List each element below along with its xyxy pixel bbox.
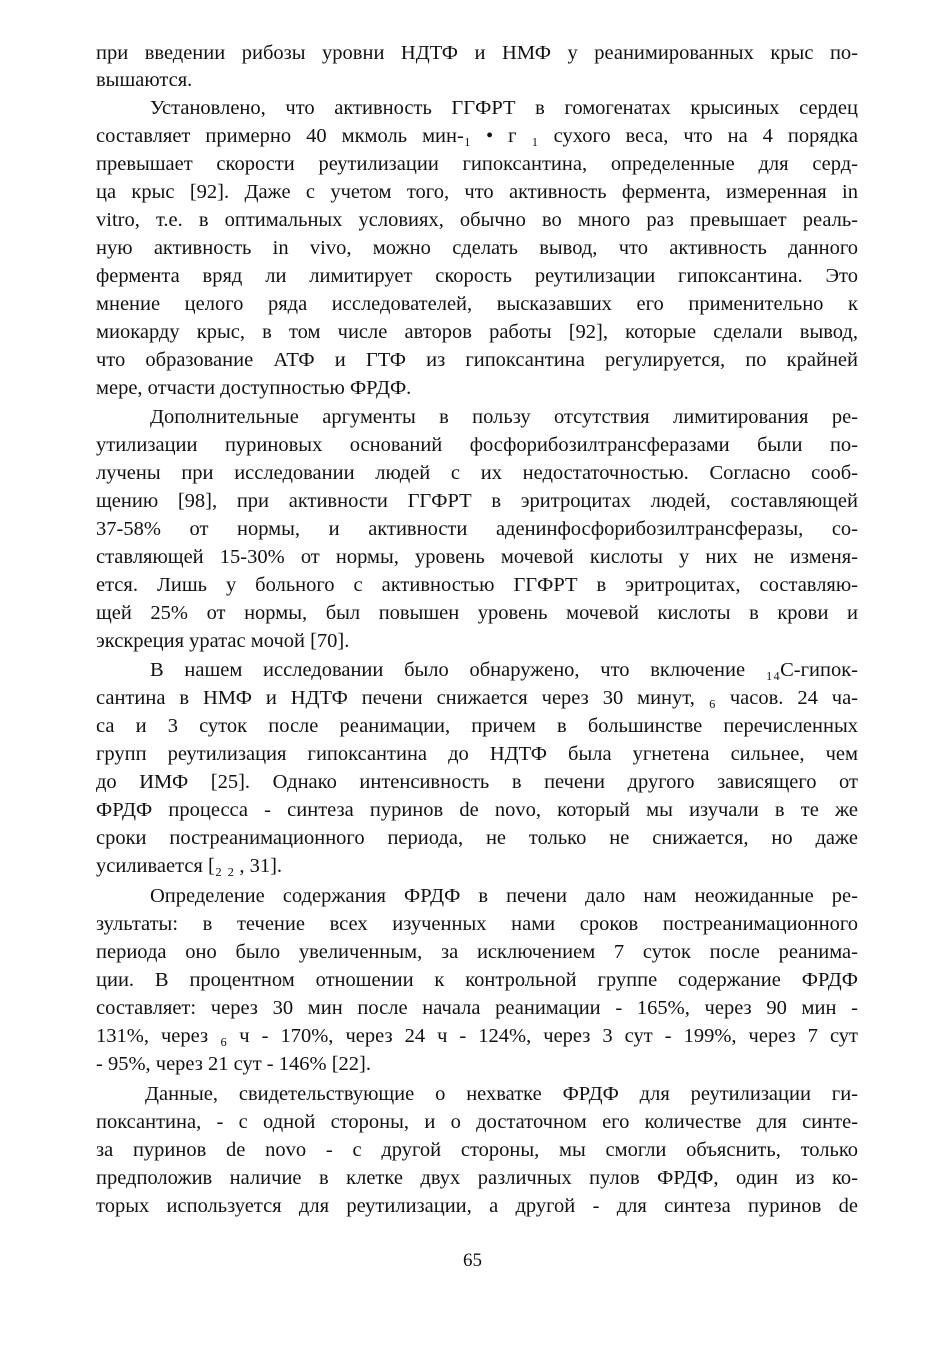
text-line-15: утилизации пуриновых оснований фосфорибозилтрансферазами были по- (96, 434, 858, 456)
text-line-21: щей 25% от нормы, был повышен уровень мочевой кислоты в крови и (96, 602, 858, 624)
text-line-24: сантина в НМФ и НДТФ печени снижается через 30 минут, ₆ часов. 24 ча- (96, 687, 858, 709)
text-line-18: 37-58% от нормы, и активности аденинфосфорибозилтрансферазы, со- (96, 518, 858, 540)
text-line-13: мере, отчасти доступностью ФРДФ. (96, 377, 412, 399)
text-line-36: 131%, через ₆ ч - 170%, через 24 ч - 124%, через 3 сут - 199%, через 7 сут (96, 1025, 858, 1047)
text-line-31: Определение содержания ФРДФ в печени дало нам неожиданные ре- (150, 885, 858, 907)
text-line-4: составляет примерно 40 мкмоль мин-₁ • г ₁ сухого веса, что на 4 порядка (96, 125, 858, 147)
text-line-34: ции. В процентном отношении к контрольной группе содержание ФРДФ (96, 969, 858, 991)
text-line-20: ется. Лишь у больного с активностью ГГФРТ в эритроцитах, составляю- (96, 574, 858, 596)
text-line-27: до ИМФ [25]. Однако интенсивность в печени другого зависящего от (96, 771, 858, 793)
text-line-19: ставляющей 15-30% от нормы, уровень мочевой кислоты у них не изменя- (96, 546, 858, 568)
text-line-38: Данные, свидетельствующие о нехватке ФРДФ для реутилизации ги- (145, 1083, 858, 1105)
text-line-12: что образование АТФ и ГТФ из гипоксантина регулируется, по крайней (96, 349, 858, 371)
text-line-5: превышает скорости реутилизации гипоксантина, определенные для серд- (96, 153, 858, 175)
text-line-32: зультаты: в течение всех изученных нами сроков постреанимационного (96, 913, 858, 935)
text-line-33: периода оно было увеличенным, за исключением 7 суток после реанима- (96, 941, 858, 963)
text-line-28: ФРДФ процесса - синтеза пуринов de novo, который мы изучали в те же (96, 799, 858, 821)
text-line-3: Установлено, что активность ГГФРТ в гомогенатах крысиных сердец (150, 97, 858, 119)
text-line-39: поксантина, - с одной стороны, и о достаточном его количестве для синте- (96, 1111, 858, 1133)
text-line-22: экскреция уратас мочой [70]. (96, 630, 350, 652)
text-line-6: ца крыс [92]. Даже с учетом того, что активность фермента, измеренная in (96, 181, 858, 203)
text-line-40: за пуринов de novo - с другой стороны, мы смогли объяснить, только (96, 1139, 858, 1161)
text-line-16: лучены при исследовании людей с их недостаточностью. Согласно сооб- (96, 462, 858, 484)
text-line-14: Дополнительные аргументы в пользу отсутствия лимитирования ре- (150, 406, 858, 428)
text-line-41: предположив наличие в клетке двух различных пулов ФРДФ, один из ко- (96, 1167, 858, 1189)
text-line-35: составляет: через 30 мин после начала реанимации - 165%, через 90 мин - (96, 997, 858, 1019)
text-line-9: фермента вряд ли лимитирует скорость реутилизации гипоксантина. Это (96, 265, 858, 287)
text-line-42: торых используется для реутилизации, а другой - для синтеза пуринов de (96, 1195, 858, 1217)
text-line-11: миокарду крыс, в том числе авторов работы [92], которые сделали вывод, (96, 321, 858, 343)
text-line-25: са и 3 суток после реанимации, причем в большинстве перечисленных (96, 715, 858, 737)
text-line-2: вышаются. (96, 69, 193, 91)
text-line-30: усиливается [₂ ₂ , 31]. (96, 855, 283, 877)
text-line-10: мнение целого ряда исследователей, высказавших его применительно к (96, 293, 858, 315)
text-line-37: - 95%, через 21 сут - 146% [22]. (96, 1053, 371, 1075)
text-line-1: при введении рибозы уровни НДТФ и НМФ у реанимированных крыс по- (96, 42, 858, 64)
text-line-17: щению [98], при активности ГГФРТ в эритроцитах людей, составляющей (96, 490, 858, 512)
text-line-23: В нашем исследовании было обнаружено, что включение ₁₄С-гипок- (150, 659, 858, 681)
text-line-29: сроки постреанимационного периода, не только не снижается, но даже (96, 827, 858, 849)
page-number: 65 (463, 1250, 482, 1271)
text-line-7: vitro, т.е. в оптимальных условиях, обычно во много раз превышает реаль- (96, 209, 858, 231)
text-line-26: групп реутилизация гипоксантина до НДТФ была угнетена сильнее, чем (96, 743, 858, 765)
text-line-8: ную активность in vivo, можно сделать вывод, что активность данного (96, 237, 858, 259)
